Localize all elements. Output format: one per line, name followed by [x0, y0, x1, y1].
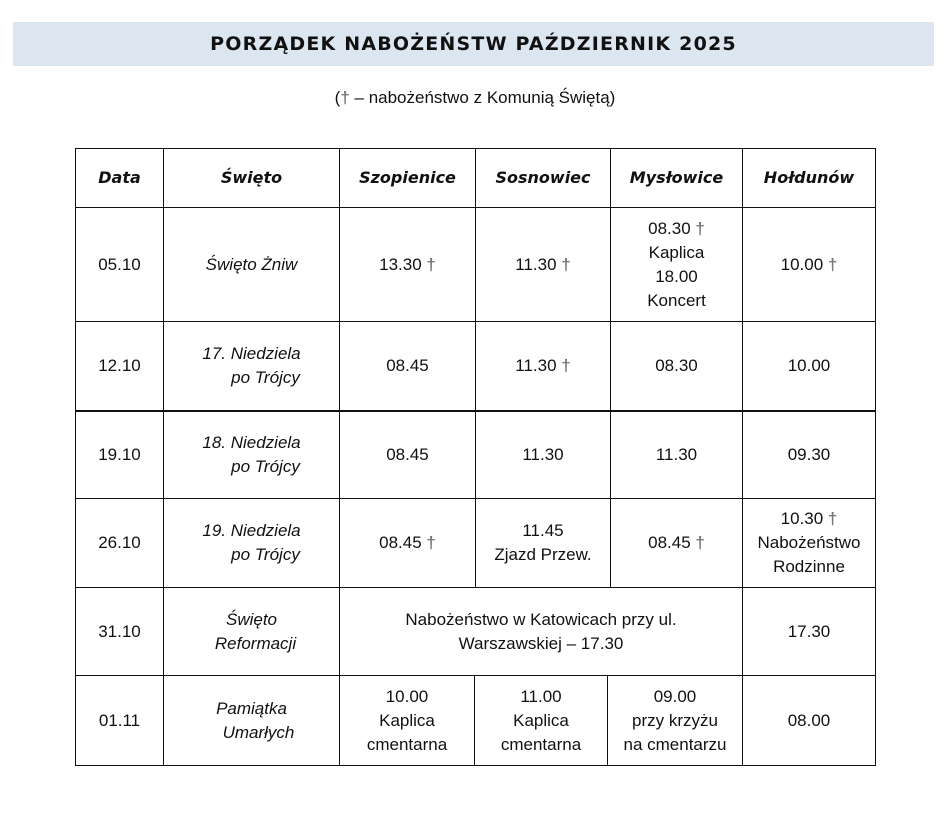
cross-icon: † — [340, 88, 350, 107]
cell-text: 12.10 — [98, 356, 141, 375]
holdunow-cell — [742, 410, 876, 499]
cell-text: Nabożeństwo w Katowicach przy ul. — [405, 609, 677, 629]
cell-text: na cmentarzu — [623, 734, 727, 754]
cell-line — [501, 733, 581, 757]
cell-line — [654, 685, 697, 709]
cell-line — [386, 354, 429, 378]
cell-text: po Trójcy — [231, 457, 300, 476]
cell-text: Koncert — [647, 290, 706, 310]
cell-text: 10.00 — [780, 254, 824, 274]
cell-line — [494, 543, 591, 567]
cross-icon: † — [421, 254, 436, 274]
szopienice-cell — [339, 410, 476, 499]
legend — [0, 88, 950, 108]
cell-line — [649, 241, 705, 265]
legend-text: – nabożeństwo z Komunią Świętą) — [349, 88, 616, 107]
cell-text: 09.00 — [653, 686, 697, 706]
cell-text: Nabożeństwo — [757, 533, 861, 552]
cell-line — [203, 543, 300, 567]
cell-line — [632, 709, 718, 733]
cell-text: 10.00 — [787, 356, 831, 375]
cell-text: Zjazd Przew. — [494, 545, 592, 564]
cell-line — [520, 685, 561, 709]
cell-text: 18.00 — [655, 266, 698, 286]
cell-text: cmentarna — [366, 734, 448, 754]
page-title: PORZĄDEK NABOŻEŃSTW PAŹDZIERNIK 2025 — [210, 33, 737, 55]
cell-text: 11.00 — [520, 686, 562, 706]
cross-icon: † — [823, 254, 838, 274]
cell-line — [367, 733, 447, 757]
holdunow-cell — [742, 207, 876, 322]
cell-text: 08.45 — [386, 445, 429, 464]
cell-line — [209, 721, 295, 745]
cell-line — [459, 632, 624, 656]
cell-text: po Trójcy — [231, 545, 300, 564]
myslowice-cell — [610, 207, 743, 322]
cell-text: 08.30 — [655, 356, 698, 375]
holiday-cell — [163, 321, 340, 411]
cell-line — [98, 253, 141, 277]
cell-text: Warszawskiej – 17.30 — [458, 633, 624, 653]
cell-text: 11.30 — [655, 445, 698, 464]
cell-line — [203, 366, 300, 390]
cell-line — [515, 253, 570, 277]
column-header — [163, 148, 340, 208]
cell-text: 09.30 — [787, 445, 831, 464]
cell-text: po Trójcy — [231, 368, 300, 387]
cross-icon: † — [421, 533, 436, 552]
cell-text: 10.00 — [385, 686, 429, 706]
cell-line — [788, 354, 831, 378]
merged-cell — [339, 587, 743, 676]
cell-text: Święto Żniw — [205, 254, 298, 274]
holiday-cell — [163, 410, 340, 499]
szopienice-cell — [339, 321, 476, 411]
cell-line — [405, 608, 676, 632]
cell-line — [386, 443, 429, 467]
column-header-label: Sosnowiec — [495, 168, 591, 187]
cell-text: 19.10 — [98, 445, 141, 464]
cell-text: Kaplica — [379, 710, 435, 730]
cell-line — [624, 733, 727, 757]
cross-icon: † — [823, 509, 838, 528]
cell-text: 11.45 — [522, 521, 564, 540]
cell-text: cmentarna — [500, 734, 582, 754]
cross-icon: † — [556, 356, 571, 375]
cell-text: Rodzinne — [773, 557, 845, 576]
cell-line — [757, 531, 860, 555]
column-header — [475, 148, 611, 208]
date-cell — [75, 498, 164, 588]
cell-line — [648, 217, 705, 241]
cell-line — [379, 531, 436, 555]
szopienice-cell — [339, 498, 476, 588]
myslowice-cell — [610, 410, 743, 499]
cell-line — [781, 253, 838, 277]
cell-text: 05.10 — [98, 254, 141, 274]
sosnowiec-cell — [475, 207, 611, 322]
myslowice-cell — [610, 321, 743, 411]
cell-line — [216, 697, 287, 721]
cell-text: Reformacji — [214, 633, 297, 653]
cell-line — [202, 431, 300, 455]
cell-line — [655, 354, 698, 378]
column-header — [742, 148, 876, 208]
cell-text: Kaplica — [513, 710, 569, 730]
cell-line — [386, 685, 429, 709]
cross-icon: † — [690, 533, 705, 552]
date-cell — [75, 587, 164, 676]
szopienice-cell — [339, 207, 476, 322]
cell-line — [513, 709, 569, 733]
cell-line — [206, 253, 298, 277]
column-header-label: Mysłowice — [629, 168, 724, 187]
sosnowiec-cell — [475, 410, 611, 499]
cell-line — [522, 519, 563, 543]
column-header-label: Hołdunów — [763, 168, 855, 187]
holiday-cell — [163, 675, 340, 766]
title-band — [13, 22, 934, 66]
cell-line — [226, 608, 277, 632]
legend-prefix: ( — [334, 88, 341, 107]
cell-text: Pamiątka — [216, 698, 287, 718]
column-header-label: Data — [98, 168, 141, 187]
holdunow-cell — [742, 321, 876, 411]
cross-icon: † — [690, 218, 705, 238]
cell-line — [379, 709, 435, 733]
sosnowiec-cell — [474, 675, 608, 766]
date-cell — [75, 207, 164, 322]
myslowice-cell — [610, 498, 743, 588]
cell-line — [202, 519, 300, 543]
cell-text: 17.30 — [787, 621, 831, 641]
cell-line — [203, 455, 300, 479]
column-header-label: Święto — [220, 168, 283, 187]
holdunow-cell — [742, 498, 876, 588]
cell-line — [788, 443, 831, 467]
holiday-cell — [163, 587, 340, 676]
cell-text: 08.45 — [648, 533, 691, 552]
cell-line — [522, 443, 563, 467]
cell-text: 08.00 — [787, 710, 831, 730]
schedule-table — [75, 148, 875, 765]
cell-line — [98, 443, 141, 467]
holiday-cell — [163, 207, 340, 322]
cell-line — [515, 354, 570, 378]
cell-line — [773, 555, 845, 579]
cell-text: Kaplica — [648, 242, 705, 262]
holdunow-cell — [742, 587, 876, 676]
cell-line — [781, 507, 838, 531]
cell-line — [648, 531, 705, 555]
column-header — [75, 148, 164, 208]
szopienice-cell — [339, 675, 475, 766]
cell-text: przy krzyżu — [632, 710, 718, 730]
holdunow-cell — [742, 675, 876, 766]
cell-text: 31.10 — [98, 621, 141, 641]
date-cell — [75, 410, 164, 499]
cell-text: 26.10 — [98, 533, 141, 552]
cell-text: 10.30 — [780, 509, 824, 528]
sosnowiec-cell — [475, 498, 611, 588]
cell-line — [98, 354, 141, 378]
cell-line — [788, 709, 831, 733]
cell-line — [655, 265, 698, 289]
cell-text: 08.45 — [386, 356, 429, 375]
column-header-label: Szopienice — [359, 168, 456, 187]
cell-text: 17. Niedziela — [202, 344, 301, 363]
cell-line — [647, 289, 706, 313]
cell-line — [202, 342, 300, 366]
cross-icon: † — [556, 254, 571, 274]
cell-text: 13.30 — [379, 254, 422, 274]
cell-text: 18. Niedziela — [202, 433, 301, 452]
date-cell — [75, 321, 164, 411]
cell-line — [656, 443, 697, 467]
cell-text: 11.30 — [515, 254, 557, 274]
sosnowiec-cell — [475, 321, 611, 411]
holiday-cell — [163, 498, 340, 588]
cell-text: Umarłych — [222, 722, 295, 742]
cell-line — [99, 709, 140, 733]
column-header — [339, 148, 476, 208]
cell-text: 19. Niedziela — [202, 521, 301, 540]
cell-line — [207, 632, 296, 656]
cell-text: 01.11 — [98, 710, 141, 730]
cell-text: 08.45 — [379, 533, 422, 552]
cell-line — [379, 253, 436, 277]
cell-text: 11.30 — [515, 356, 557, 375]
cell-line — [98, 620, 141, 644]
cell-line — [98, 531, 141, 555]
cell-text: Święto — [225, 609, 278, 629]
cell-text: 11.30 — [522, 445, 564, 464]
column-header — [610, 148, 743, 208]
cell-line — [788, 620, 831, 644]
date-cell — [75, 675, 164, 766]
cell-text: 08.30 — [648, 218, 691, 238]
myslowice-cell — [607, 675, 743, 766]
